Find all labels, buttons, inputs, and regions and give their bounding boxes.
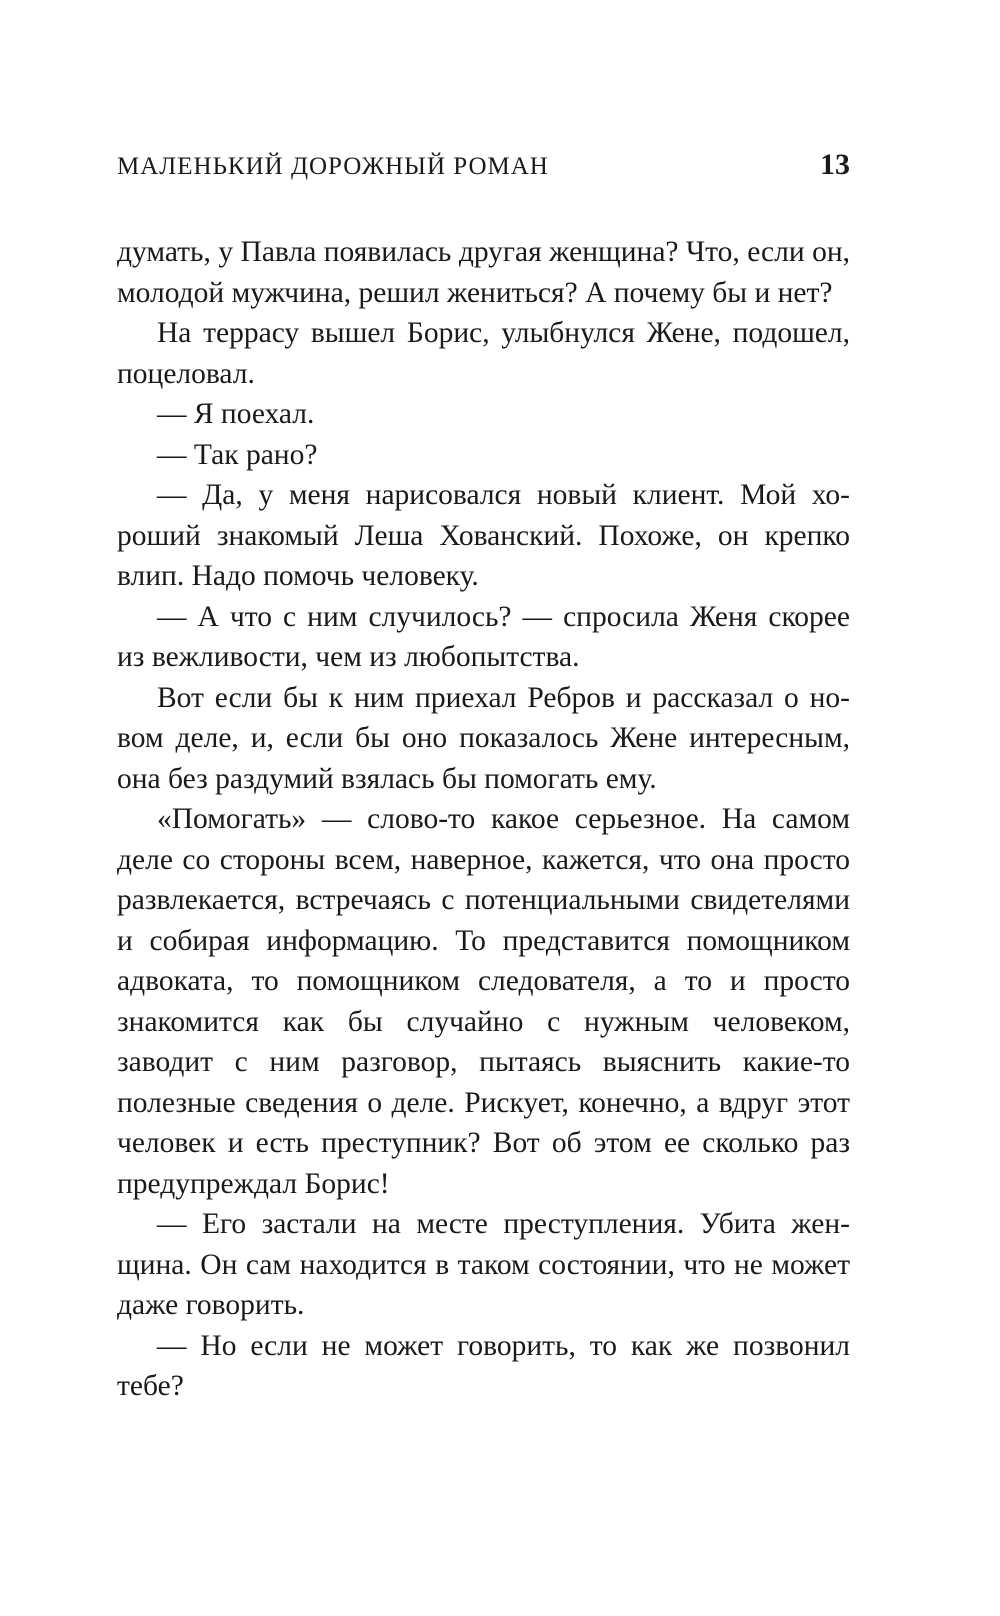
paragraph: «Помогать» — слово-то какое серьезное. На самом деле со стороны всем, наверное, кажется, что она просто развлекается, встречаясь с потенциальными свидетелями и собирая информацию. То представится помощником адвоката, то помощником следователя, а то и просто знакомится как бы случайно с нужным человеком, заводит с ним разговор, пытаясь выяснить какие-то полезные сведения о деле. Рискует, конечно, а вдруг этот человек и есть преступник? Вот об этом ее сколько раз предупреждал Борис! — [117, 803, 850, 1200]
dialogue-line: — Да, у меня нарисовался новый клиент. Мой хороший знакомый Леша Хованский. Похоже, он крепко влип. Надо помочь человеку. — [117, 479, 850, 592]
running-title: МАЛЕНЬКИЙ ДОРОЖНЫЙ РОМАН — [117, 153, 549, 180]
paragraph: На террасу вышел Борис, улыбнулся Жене, подошел, поцеловал. — [117, 317, 850, 390]
dialogue-line: — Его застали на месте преступления. Убита женщина. Он сам находится в таком состоянии, что не может даже говорить. — [117, 1208, 850, 1321]
dialogue-line: — А что с ним случилось? — спросила Женя скорее из вежливости, чем из любопытства. — [117, 600, 850, 673]
dialogue-line: — Но если не может говорить, то как же позвонил тебе? — [117, 1329, 850, 1402]
page-number: 13 — [820, 148, 850, 181]
book-page — [117, 148, 850, 1407]
running-head — [117, 148, 850, 208]
dialogue-line: — Я поехал. — [157, 398, 315, 430]
dialogue-line: — Так рано? — [157, 438, 318, 471]
paragraph-continuation: думать, у Павла появилась другая женщина? Что, если он, молодой мужчина, решил жениться? А почему бы и нет? — [117, 236, 850, 309]
body-text — [117, 232, 850, 1407]
paragraph: Вот если бы к ним приехал Ребров и рассказал о новом деле, и, если бы оно показалось Жене интересным, она без раздумий взялась бы помогать ему. — [117, 681, 850, 795]
